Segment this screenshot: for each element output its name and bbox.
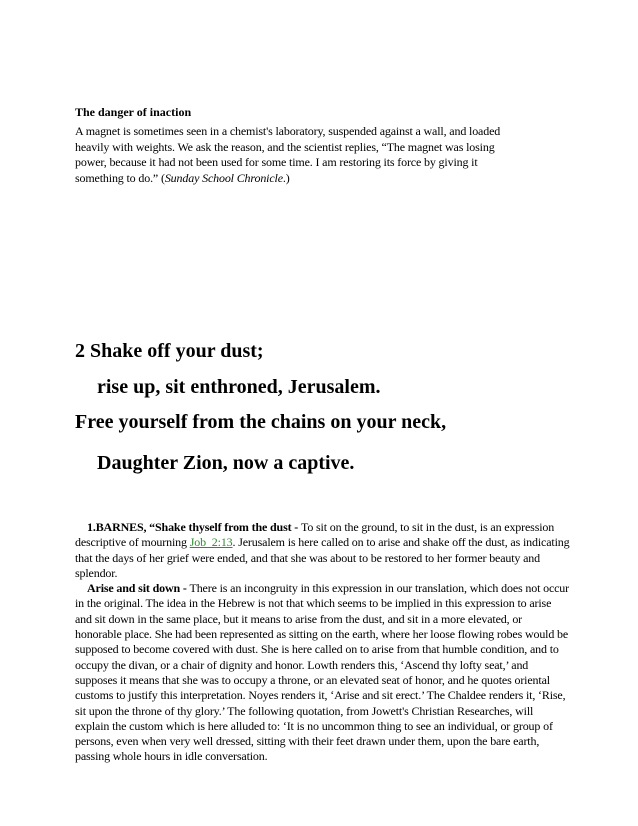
commentary-label: 1.BARNES, “Shake thyself from the dust - [87,520,301,534]
magnet-paragraph [75,124,570,186]
paragraph-line [75,171,570,187]
paragraph-line: A magnet is sometimes seen in a chemist's laboratory, suspended against a wall, and loaded [75,124,501,138]
commentary-paragraph [75,581,570,765]
paragraph-line: heavily with weights. We ask the reason, and the scientist replies, “The magnet was losing [75,139,495,154]
commentary-paragraph [75,520,570,581]
verse-line-1: 2 Shake off your dust; [75,340,264,362]
verse-line-4: Daughter Zion, now a captive. [97,452,355,474]
paragraph-line: power, because it had not been used for some time. I am restoring its force by giving it [75,155,478,169]
verse-line-2: rise up, sit enthroned, Jerusalem. [97,376,381,398]
commentary-text: To sit on the ground, to sit in the dust, is an expression descriptive of mourning [75,520,555,550]
paragraph-text: something to do.” ( [75,170,165,185]
commentary-text: . Jerusalem is here called on to arise and shake off the dust, as indicating that the days of her grief were ended, and that she was about to be restored to her former beauty and splendor. [75,535,570,580]
commentary-text: There is an incongruity in this expression in our translation, which does not occur in the original. The idea in the Hebrew is not that which seems to be implied in this expression to arise and sit down in the same place, but it means to arise from the dust, and sit in a more elevated, or honorable place. She had been represented as sitting on the earth, where her loose flowing robes would be supposed to become covered with dust. She is here called on to arise from that humble condition, and to occupy the divan, or a chair of dignity and honor. Lowth renders this, ‘Ascend thy lofty seat,’ and supposes it means that she was to occupy a throne, or an elevated seat of honor, and he quotes oriental customs to justify this interpretation. Noyes renders it, ‘Arise and sit erect.’ The Chaldee renders it, ‘Rise, sit upon the throne of thy glory.’ The following quotation, from Jowett's Christian Researches, will explain the custom which is here alluded to: ‘It is no uncommon thing to see an individual, or group of persons, even when very well dressed, sitting with their feet drawn under them, upon the bare earth, passing whole hours in idle conversation. [75,581,569,764]
section-heading: The danger of inaction [75,105,192,119]
barnes-commentary [75,520,570,765]
commentary-label: Arise and sit down - [87,581,190,596]
citation-close: .) [282,170,290,185]
scripture-link[interactable]: Job_2:13 [189,535,233,550]
verse-line-3: Free yourself from the chains on your neck, [75,411,447,433]
source-citation: Sunday School Chronicle [164,170,283,185]
